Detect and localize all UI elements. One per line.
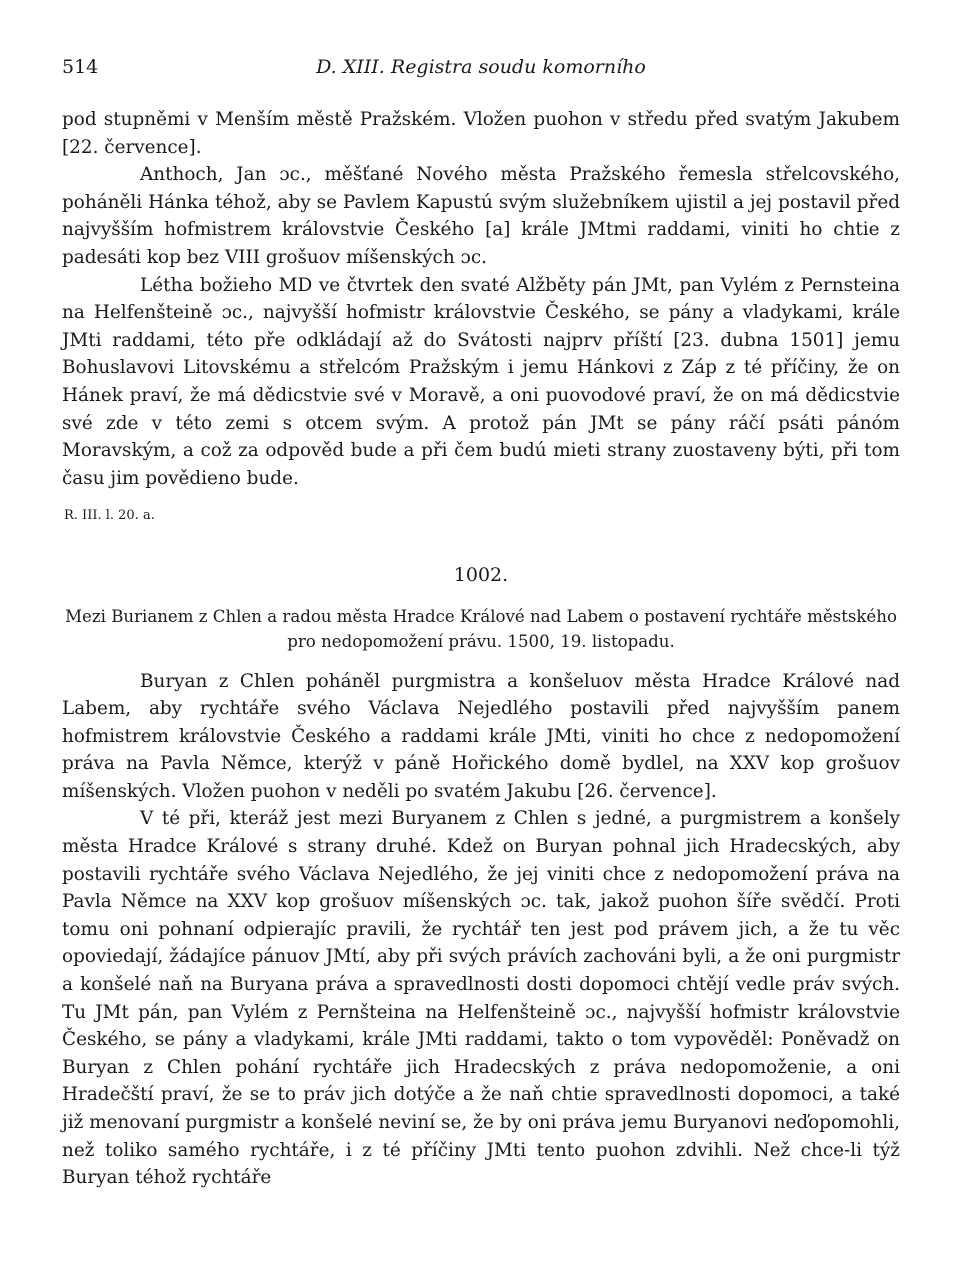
- paragraph-continuation: pod stupněmi v Menším městě Pražském. Vložen puohon v středu před svatým Jakubem [22. července].: [62, 109, 900, 158]
- body-text: [62, 106, 900, 1192]
- entry-number: 1002.: [453, 563, 509, 586]
- paragraph: Létha božieho MD ve čtvrtek den svaté Alžběty pán JMt, pan Vylém z Pernsteina na Helfenšteině ɔc., najvyšší hofmistr královstvie Českého, se pány a vladykami, krále JMti raddami, této pře odkládají až do Svátosti najprv příští [23. dubna 1501] jemu Bohuslavovi Litovskému a střelcóm Pražským i jemu Hánkovi z Záp z té příčiny, že on Hánek praví, že má dědicstvie své v Moravě, a oni puovodové praví, že on má dědicstvie své zde v této zemi s otcem svým. A protož pán JMt se pány ráčí psáti pánóm Moravským, a což za odpověd bude a při čem budú mieti strany zuostaveny býti, při tom času jim povědieno bude.: [62, 274, 900, 489]
- entry-summary: Mezi Burianem z Chlen a radou města Hradce Králové nad Labem o postavení rychtáře městského pro nedopomožení právu. 1500, 19. listopadu.: [65, 606, 897, 651]
- paragraph: V té při, kteráž jest mezi Buryanem z Chlen s jedné, a purgmistrem a konšely města Hradce Králové s strany druhé. Kdež on Buryan pohnal jich Hradecských, aby postavili rychtáře svého Václava Nejedlého, že jej viniti chce z nedopomožení práva na Pavla Němce na XXV kop grošuov míšenských ɔc. tak, jakož puohon šíře svědčí. Proti tomu oni pohnaní odpierajíc pravili, že rychtář ten jest pod právem jich, a že tu věc opoviedají, žádajíce pánuov JMtí, aby při svých právích zachováni byli, a že oni purgmistr a konšelé naň na Buryana práva a spravedlnosti dosti dopomoci chtějí vedle práv svých. Tu JMt pán, pan Vylém z Pernšteina na Helfenšteině ɔc., najvyšší hofmistr královstvie Českého, se pány a vladykami, krále JMti raddami, takto o tom vypověděl: Poněvadž on Buryan z Chlen pohání rychtáře jich Hradecských z práva nedopomoženie, a oni Hradečští praví, že se to práv jich dotýče a že naň chtie spravedlnosti dopomoci, a také již menovaní purgmistr a konšelé neviní se, že by oni práva jemu Buryanovi neďopomohli, než toliko samého rychtáře, i z té příčiny JMti tento puohon zdvihli. Než chce-li týž Buryan téhož rychtáře: [62, 808, 900, 1189]
- page-number: 514: [62, 56, 99, 78]
- running-title: D. XIII. Registra soudu komorního: [316, 56, 646, 78]
- paragraph: Buryan z Chlen poháněl purgmistra a konšeluov města Hradce Králové nad Labem, aby rychtáře svého Václava Nejedlého postavili před najvyšším panem hofmistrem královstvie Českého a raddami krále JMti, viniti ho chce z nedopomožení práva na Pavla Němce, kterýž v páně Hořického domě bydlel, na XXV kop grošuov míšenských. Vložen puohon v neděli po svatém Jakubu [26. července].: [62, 670, 900, 802]
- source-reference: R. III. l. 20. a.: [64, 508, 155, 524]
- paragraph: Anthoch, Jan ɔc., měšťané Nového města Pražského řemesla střelcovského, poháněli Hánka téhož, aby se Pavlem Kapustú svým služebníkem ujistil a jej postavil před najvyšším hofmistrem královstvie Českého [a] krále JMtmi raddami, viniti ho chtie z padesáti kop bez VIII grošuov míšenských ɔc.: [62, 164, 900, 268]
- page-header: [62, 56, 900, 86]
